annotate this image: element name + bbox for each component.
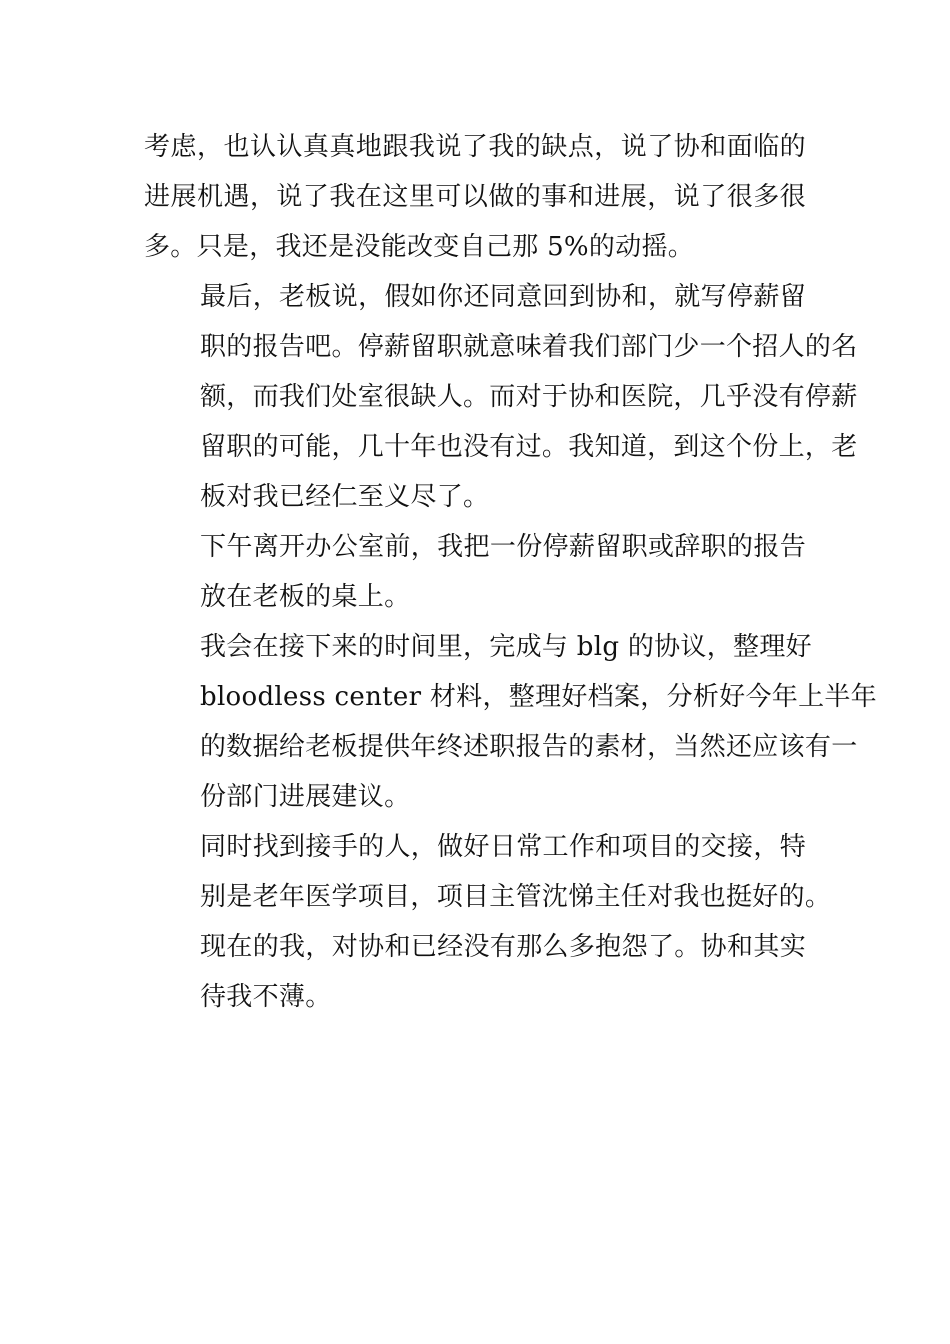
- text-line: bloodless center 材料，整理好档案，分析好今年上半年: [200, 682, 877, 712]
- text-line: 放在老板的桌上。: [200, 582, 411, 612]
- text-line: 同时找到接手的人，做好日常工作和项目的交接，特: [200, 832, 806, 862]
- text-line: 现在的我，对协和已经没有那么多抱怨了。协和其实: [200, 932, 806, 962]
- text-line: 多。只是，我还是没能改变自己那 5%的动摇。: [144, 232, 695, 262]
- text-line: 下午离开办公室前，我把一份停薪留职或辞职的报告: [200, 532, 806, 562]
- text-line: 考虑，也认认真真地跟我说了我的缺点，说了协和面临的: [144, 132, 806, 162]
- text-line: 我会在接下来的时间里，完成与 blg 的协议，整理好: [200, 632, 812, 662]
- text-line: 职的报告吧。停薪留职就意味着我们部门少一个招人的名: [200, 332, 858, 362]
- text-line: 留职的可能，几十年也没有过。我知道，到这个份上，老: [200, 432, 858, 462]
- paragraph-6: [144, 922, 806, 1022]
- paragraph-5: [144, 822, 832, 922]
- paragraph-4: [144, 622, 877, 822]
- text-line: 板对我已经仁至义尽了。: [200, 482, 490, 512]
- document-body: [144, 122, 877, 1022]
- paragraph-2: [144, 272, 858, 522]
- text-line: 待我不薄。: [200, 982, 332, 1012]
- text-line: 最后，老板说，假如你还同意回到协和，就写停薪留: [200, 282, 806, 312]
- text-line: 的数据给老板提供年终述职报告的素材，当然还应该有一: [200, 732, 858, 762]
- paragraph-3: [144, 522, 806, 622]
- text-line: 份部门进展建议。: [200, 782, 411, 812]
- paragraph-1: [144, 122, 806, 272]
- text-line: 进展机遇，说了我在这里可以做的事和进展，说了很多很: [144, 182, 806, 212]
- text-line: 别是老年医学项目，项目主管沈悌主任对我也挺好的。: [200, 882, 832, 912]
- text-line: 额，而我们处室很缺人。而对于协和医院，几乎没有停薪: [200, 382, 858, 412]
